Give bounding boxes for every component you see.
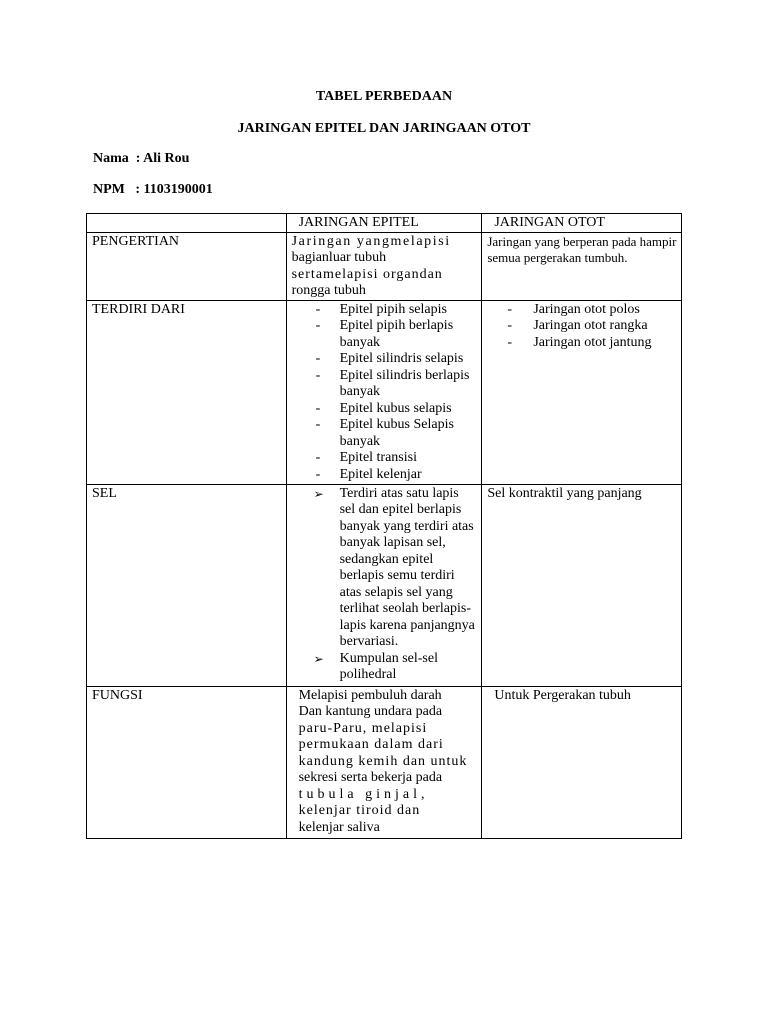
comparison-table bbox=[86, 213, 682, 839]
sel-epitel-list bbox=[292, 486, 478, 684]
dash-marker: - bbox=[315, 450, 321, 465]
fungsi-epitel-cell bbox=[286, 686, 482, 838]
terdiri-epitel-cell bbox=[286, 300, 482, 484]
table-row-sel bbox=[87, 484, 682, 686]
list-item: - Jaringan otot rangka bbox=[507, 318, 648, 333]
list-item: - Jaringan otot jantung bbox=[507, 334, 652, 350]
document-subtitle: JARINGAN EPITEL DAN JARINGAAN OTOT bbox=[237, 121, 531, 136]
dash-marker: - bbox=[315, 351, 321, 366]
list-item: ➢ Terdiri atas satu lapis sel dan epitel berlapis banyak yang terdiri atas banyak lapisan sel, sedangkan epitel berlapis semu terdiri atas selapis sel yang terlihat seolah berlapis-lapis karena panjangnya bervariasi. bbox=[313, 485, 475, 649]
fungsi-epitel-line: permukaan dalam dari bbox=[298, 737, 444, 752]
fungsi-epitel-line: kandung kemih dan untuk bbox=[298, 753, 468, 769]
row-label-terdiri-dari: TERDIRI DARI bbox=[87, 300, 287, 484]
fungsi-epitel-line: tubula ginjal, bbox=[298, 786, 429, 802]
dash-marker: - bbox=[315, 417, 321, 432]
fungsi-otot-text: Untuk Pergerakan tubuh bbox=[494, 687, 631, 703]
row-label-sel: SEL bbox=[87, 484, 287, 686]
header-otot-label: JARINGAN OTOT bbox=[494, 215, 605, 230]
dash-marker: - bbox=[507, 334, 512, 350]
dash-marker: - bbox=[315, 466, 321, 482]
document-title: TABEL PERBEDAAN bbox=[315, 89, 453, 104]
table-row-terdiri-dari bbox=[87, 300, 682, 484]
arrowhead-bullet-icon: ➢ bbox=[313, 486, 324, 501]
list-item: - Epitel silindris selapis bbox=[315, 351, 464, 366]
list-item: ➢ Kumpulan sel-sel polihedral bbox=[313, 650, 438, 682]
pengertian-epitel-cell bbox=[286, 232, 482, 300]
terdiri-otot-cell bbox=[482, 300, 682, 484]
student-name: Nama : Ali Rou bbox=[93, 151, 190, 166]
list-item: - Epitel kelenjar bbox=[315, 466, 422, 482]
fungsi-epitel-line: Melapisi pembuluh darah bbox=[298, 687, 442, 703]
table-row-pengertian bbox=[87, 232, 682, 300]
pengertian-epitel-line: Jaringan yangmelapisi bbox=[291, 233, 451, 249]
fungsi-epitel-line: Dan kantung undara pada bbox=[298, 704, 443, 719]
fungsi-epitel-line: kelenjar tiroid dan bbox=[298, 803, 421, 818]
fungsi-epitel-line: kelenjar saliva bbox=[298, 819, 380, 835]
pengertian-epitel-line: sertamelapisi organdan bbox=[291, 266, 443, 282]
header-cell-empty bbox=[87, 214, 287, 233]
list-item: - Epitel silindris berlapis banyak bbox=[315, 367, 470, 399]
dash-marker: - bbox=[315, 301, 321, 317]
list-item: - Epitel pipih selapis bbox=[315, 301, 447, 317]
dash-marker: - bbox=[507, 318, 512, 333]
pengertian-epitel-line: bagianluar tubuh bbox=[291, 250, 387, 265]
table-row-fungsi bbox=[87, 686, 682, 838]
list-item: - Epitel kubus selapis bbox=[315, 400, 452, 416]
list-item: - Epitel pipih berlapis banyak bbox=[315, 318, 454, 350]
sel-epitel-cell bbox=[286, 484, 482, 686]
fungsi-epitel-line: paru-Paru, melapisi bbox=[298, 720, 428, 736]
sel-otot-cell: Sel kontraktil yang panjang bbox=[482, 484, 682, 686]
epitel-type-list bbox=[292, 302, 478, 484]
header-cell-epitel bbox=[286, 214, 482, 233]
table-header-row bbox=[87, 214, 682, 233]
pengertian-epitel-line: rongga tubuh bbox=[291, 283, 366, 298]
list-item: - Epitel transisi bbox=[315, 450, 417, 465]
header-epitel-label: JARINGAN EPITEL bbox=[298, 215, 419, 230]
otot-type-list bbox=[487, 302, 677, 352]
arrowhead-bullet-icon: ➢ bbox=[313, 651, 324, 666]
row-label-pengertian: PENGERTIAN bbox=[87, 232, 287, 300]
pengertian-otot-cell: Jaringan yang berperan pada hampir semua pergerakan tumbuh. bbox=[482, 232, 682, 300]
dash-marker: - bbox=[507, 301, 512, 317]
dash-marker: - bbox=[315, 400, 321, 416]
dash-marker: - bbox=[315, 318, 321, 333]
fungsi-epitel-line: sekresi serta bekerja pada bbox=[298, 770, 443, 785]
dash-marker: - bbox=[315, 367, 321, 383]
list-item: - Epitel kubus Selapis banyak bbox=[315, 417, 454, 449]
student-npm: NPM : 1103190001 bbox=[93, 182, 213, 197]
row-label-fungsi: FUNGSI bbox=[87, 686, 287, 838]
list-item: - Jaringan otot polos bbox=[507, 301, 640, 317]
fungsi-otot-cell bbox=[482, 686, 682, 838]
header-cell-otot bbox=[482, 214, 682, 233]
